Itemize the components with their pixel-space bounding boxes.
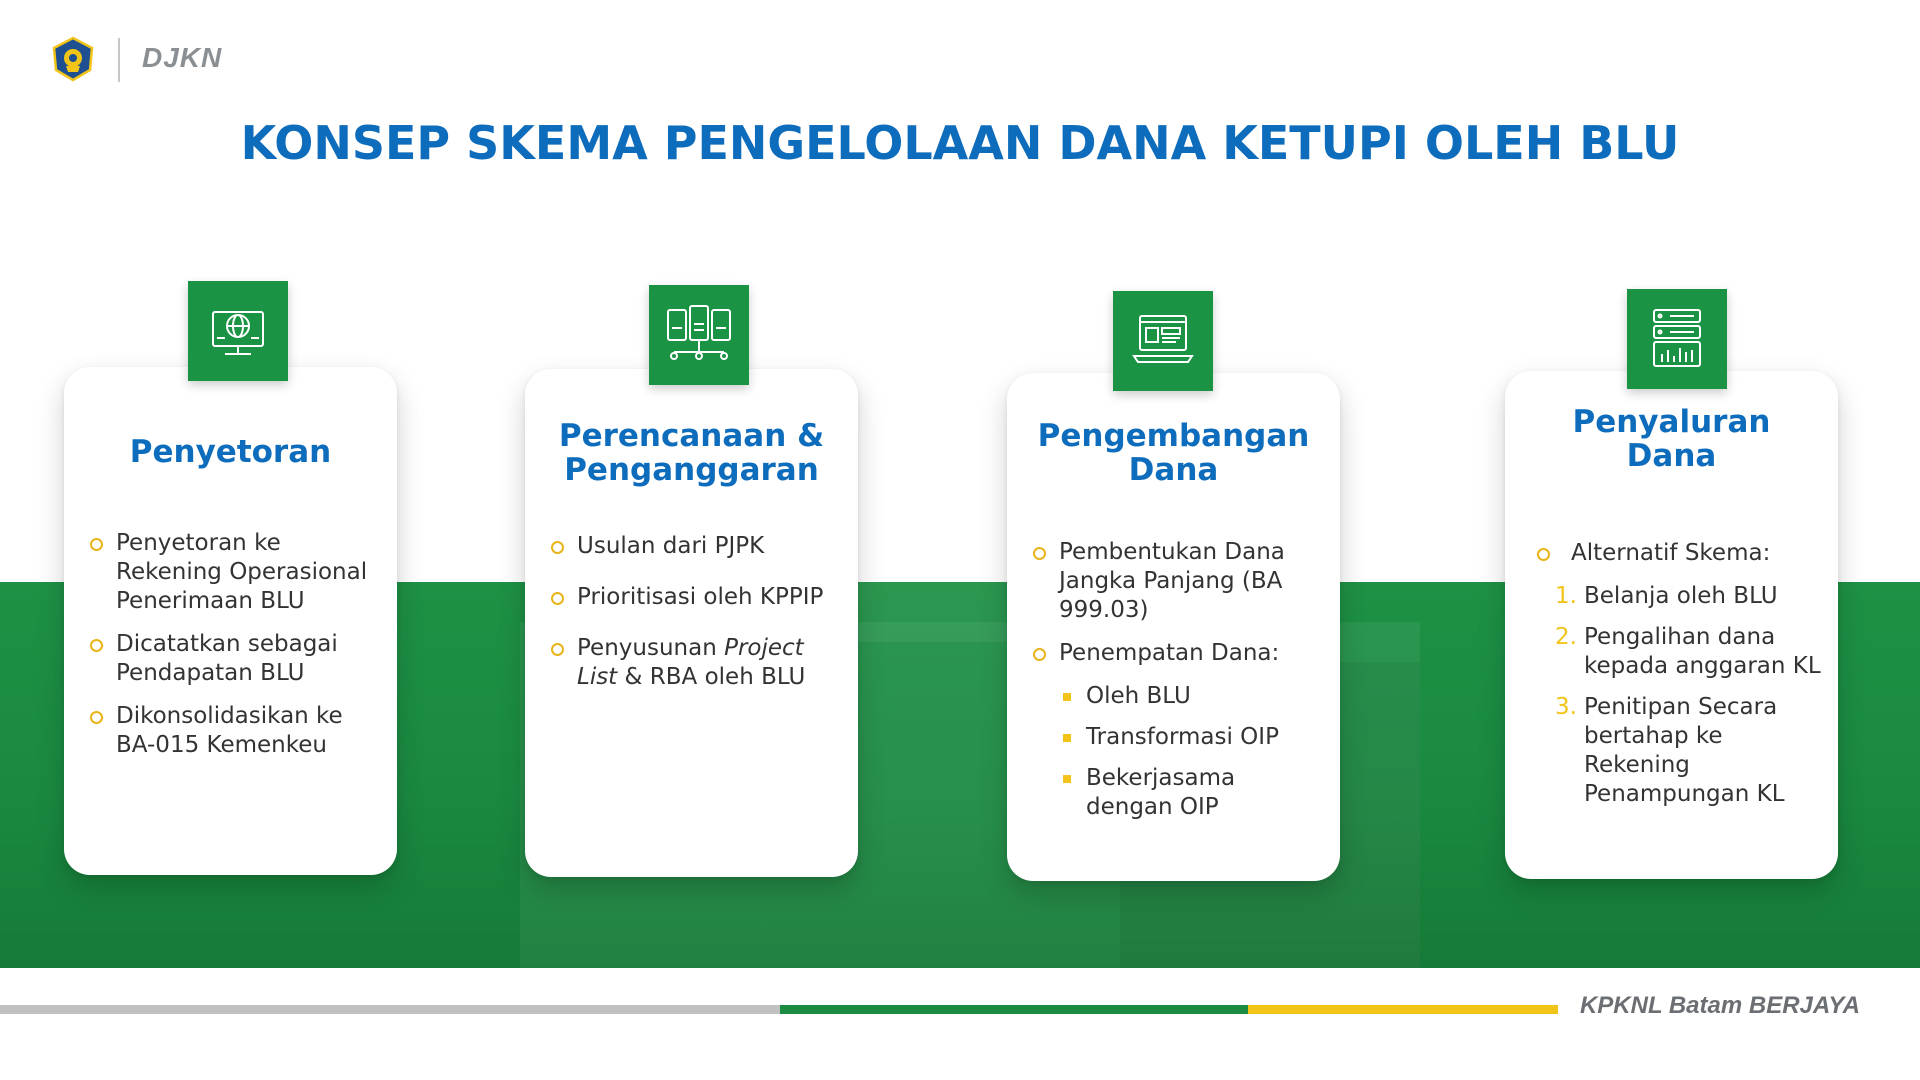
network-documents-icon [649, 285, 749, 385]
list-item: Penempatan Dana: [1007, 639, 1340, 668]
sub-list-item: Transformasi OIP [1007, 723, 1340, 752]
card-title: Penyaluran Dana [1572, 404, 1771, 474]
card-items [64, 529, 397, 774]
server-chart-icon [1627, 289, 1727, 389]
footer-bar-green [780, 1005, 1248, 1014]
list-item: Prioritisasi oleh KPPIP [525, 583, 858, 612]
logo-divider [118, 38, 120, 82]
card-title: Perencanaan & Penganggaran [558, 418, 825, 488]
list-item: Dikonsolidasikan ke BA-015 Kemenkeu [64, 702, 397, 760]
card-items [525, 532, 858, 706]
card-penyaluran [1505, 371, 1838, 879]
list-item: Alternatif Skema: [1505, 539, 1838, 568]
list-item: Penyetoran ke Rekening Operasional Penerimaan BLU [64, 529, 397, 616]
list-item: Usulan dari PJPK [525, 532, 858, 561]
card-items [1007, 538, 1340, 834]
card-title: Pengembangan Dana [1037, 418, 1310, 488]
card-items [1505, 539, 1838, 821]
numbered-item: 1. Belanja oleh BLU [1555, 583, 1778, 609]
djkn-logo-text: DJKN [142, 42, 223, 73]
footer-bar-gray [0, 1005, 780, 1014]
laptop-dashboard-icon [1113, 291, 1213, 391]
sub-list-item: Oleh BLU [1007, 682, 1340, 711]
kemenkeu-emblem-icon [50, 36, 96, 82]
numbered-item: 2. Pengalihan dana kepada anggaran KL [1555, 624, 1821, 679]
list-item: Dicatatkan sebagai Pendapatan BLU [64, 630, 397, 688]
globe-monitor-icon [188, 281, 288, 381]
footer-tagline: KPKNL Batam BERJAYA [1579, 992, 1860, 1019]
list-item: Pembentukan Dana Jangka Panjang (BA 999.03) [1007, 538, 1340, 625]
card-perencanaan [525, 369, 858, 877]
card-title: Penyetoran [129, 434, 332, 470]
footer-bar-yellow [1248, 1005, 1558, 1014]
card-penyetoran [64, 367, 397, 875]
list-item: Penyusunan Project List & RBA oleh BLU [525, 634, 858, 692]
sub-list-item: Bekerjasama dengan OIP [1007, 764, 1340, 822]
card-pengembangan [1007, 373, 1340, 881]
numbered-item: 3. Penitipan Secara bertahap ke Rekening Penampungan KL [1555, 694, 1785, 807]
page-title: KONSEP SKEMA PENGELOLAAN DANA KETUPI OLEH BLU [240, 116, 1680, 170]
